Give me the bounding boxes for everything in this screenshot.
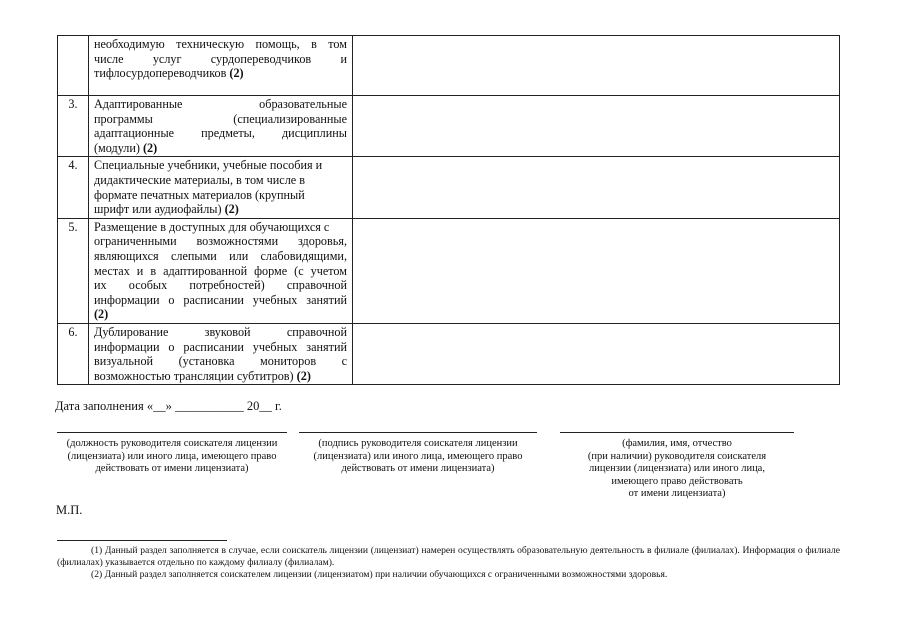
description-text: адаптационные предметы, дисциплины <box>94 126 347 141</box>
description-line <box>94 293 347 308</box>
description-line <box>94 264 347 279</box>
description-text: дидактические материалы, в том числе в <box>94 172 305 187</box>
signature-position-caption-2: (лицензиата) или иного лица, имеющего право <box>67 450 277 462</box>
signature-name-caption-1: (фамилия, имя, отчество <box>622 438 732 449</box>
description-line <box>94 234 347 249</box>
signature-position-line <box>57 432 287 433</box>
description-text: шрифт или аудиофайлы) <box>94 202 222 217</box>
footnote-rule <box>57 540 227 541</box>
description-text: формате печатных материалов (крупный <box>94 187 305 202</box>
footnote-reference: (2) <box>224 202 239 217</box>
description-text: тифлосурдопереводчиков <box>94 66 227 81</box>
description-line <box>94 249 347 264</box>
signature-sign-caption-2: (лицензиата) или иного лица, имеющего право <box>313 450 523 462</box>
description-line <box>94 126 347 141</box>
description-text: Специальные учебники, учебные пособия и <box>94 158 323 173</box>
row-number: 4. <box>58 157 89 218</box>
table-row <box>58 36 840 96</box>
fill-date-line: Дата заполнения «__» ___________ 20__ г. <box>55 399 282 413</box>
row-response-cell[interactable] <box>353 323 840 384</box>
description-text: необходимую техническую помощь, в том <box>94 37 347 51</box>
row-number: 6. <box>58 323 89 384</box>
signature-name-block <box>560 432 794 501</box>
description-text: информации о расписании учебных занятий <box>94 292 347 307</box>
footnote-1: (1) Данный раздел заполняется в случае, если соискатель лицензии (лицензиат) намерен осуществлять образовательную деятельность в филиале (филиалах). Информация о филиале (филиалах) указывается отдельно по каждому филиалу (филиалам). <box>57 545 840 569</box>
description-line <box>94 325 347 340</box>
row-number <box>58 36 89 96</box>
description-text: информации о расписании учебных занятий <box>94 339 347 354</box>
description-text: являющихся слепыми или слабовидящими, <box>94 248 347 263</box>
description-line <box>94 340 347 355</box>
signature-position-block <box>57 432 287 476</box>
description-line <box>94 66 347 81</box>
signature-sign-caption-3: действовать от имени лицензиата) <box>341 463 495 474</box>
description-text: Дублирование звуковой справочной <box>94 324 347 339</box>
signature-sign-caption-1: (подпись руководителя соискателя лицензии <box>318 438 518 449</box>
signature-sign-line <box>299 432 537 433</box>
description-text: Адаптированные образовательные <box>94 97 347 111</box>
footnote-reference: (2) <box>142 140 158 155</box>
row-response-cell[interactable] <box>353 96 840 157</box>
description-text: ограниченными возможностями здоровья, <box>94 234 347 249</box>
description-line <box>94 97 347 112</box>
footnote-2: (2) Данный раздел заполняется соискателем лицензии (лицензиатом) при наличии обучающихся с ограниченными возможностями здоровья. <box>91 569 668 581</box>
description-line <box>94 369 347 384</box>
seal-label: М.П. <box>56 503 83 517</box>
description-line <box>94 37 347 52</box>
description-text: визуальной (установка мониторов с <box>94 354 347 369</box>
footnotes <box>57 545 840 582</box>
footnote-reference: (2) <box>94 307 109 322</box>
description-line <box>94 354 347 369</box>
row-description <box>89 218 353 323</box>
row-description <box>89 323 353 384</box>
description-text: (модули) <box>94 140 140 155</box>
description-text: программы (специализированные <box>94 111 347 126</box>
row-number: 5. <box>58 218 89 323</box>
table-row <box>58 157 840 218</box>
footnote-reference: (2) <box>229 66 244 81</box>
signature-position-caption-3: действовать от имени лицензиата) <box>95 463 249 474</box>
conditions-table-body <box>58 36 840 385</box>
row-response-cell[interactable] <box>353 218 840 323</box>
description-line <box>94 307 347 322</box>
description-text: местах и в адаптированной форме (с учетом <box>94 263 347 278</box>
table-row <box>58 218 840 323</box>
description-line <box>94 141 347 156</box>
signature-name-caption-3: лицензии (лицензиата) или иного лица, <box>589 463 765 474</box>
signature-name-caption-4: имеющего право действовать <box>611 475 743 487</box>
row-number: 3. <box>58 96 89 157</box>
description-line <box>94 278 347 293</box>
description-line <box>94 52 347 67</box>
description-line <box>94 158 347 173</box>
description-text: числе услуг сурдопереводчиков и <box>94 51 347 66</box>
footnote-reference: (2) <box>296 368 311 383</box>
row-description <box>89 96 353 157</box>
description-line <box>94 188 347 203</box>
signature-name-caption-5: от имени лицензиата) <box>628 488 726 499</box>
table-row <box>58 323 840 384</box>
row-description <box>89 36 353 96</box>
signature-name-caption-2: (при наличии) руководителя соискателя <box>587 450 767 462</box>
description-text: возможностью трансляции субтитров) <box>94 368 294 383</box>
row-description <box>89 157 353 218</box>
description-text: Размещение в доступных для обучающихся с <box>94 219 330 234</box>
description-text: их особых потребностей) справочной <box>94 278 347 293</box>
description-line <box>94 112 347 127</box>
row-response-cell[interactable] <box>353 157 840 218</box>
description-line <box>94 202 347 217</box>
signature-name-line <box>560 432 794 433</box>
signature-sign-block <box>299 432 537 476</box>
signature-position-caption-1: (должность руководителя соискателя лицензии <box>66 438 278 449</box>
table-row <box>58 96 840 157</box>
row-response-cell[interactable] <box>353 36 840 96</box>
description-line <box>94 173 347 188</box>
description-line <box>94 220 347 235</box>
conditions-table <box>57 35 840 385</box>
